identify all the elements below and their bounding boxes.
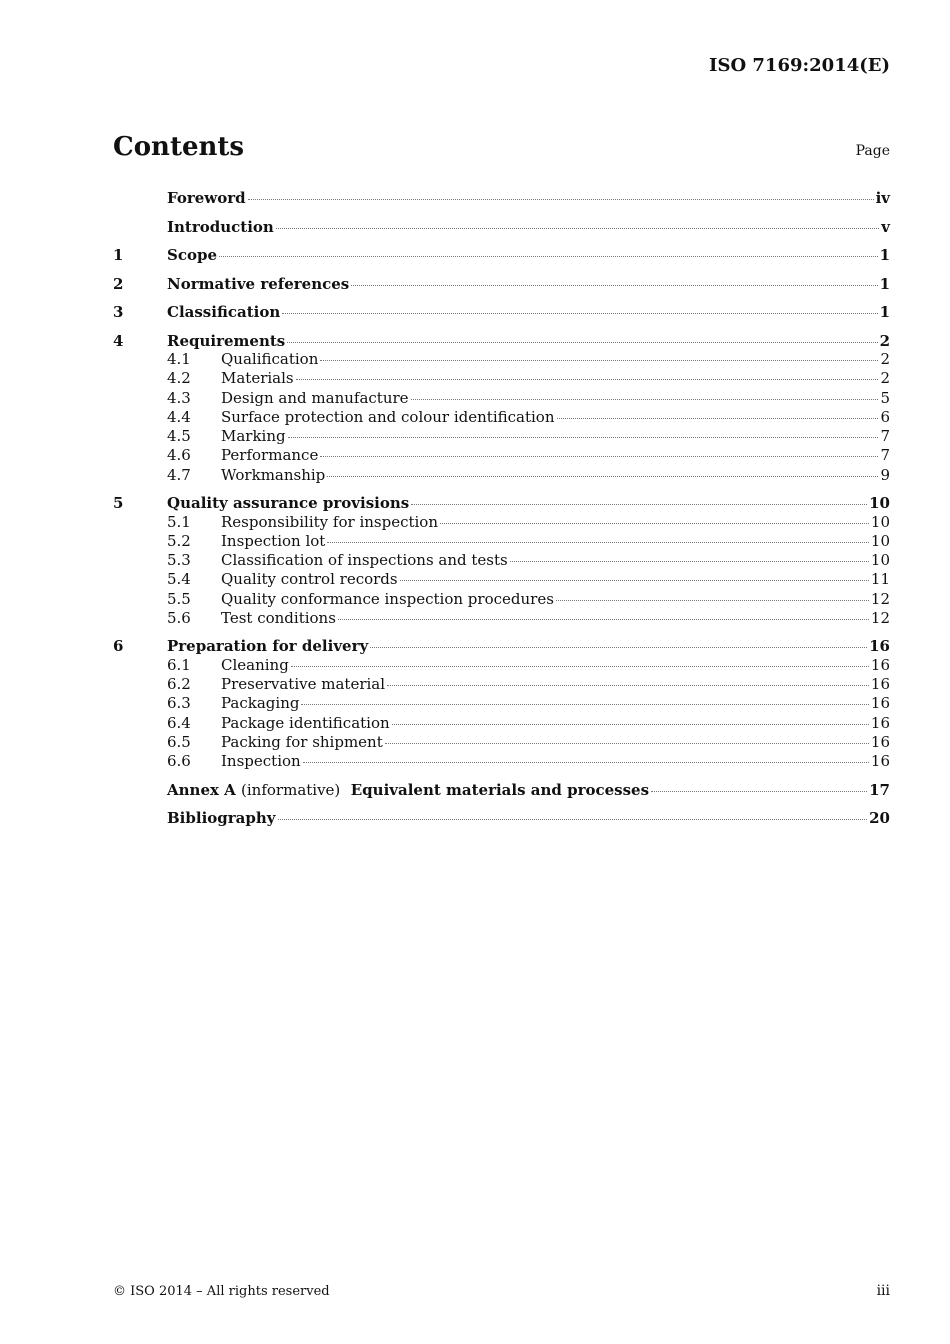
dot-leader <box>303 758 869 763</box>
toc-entry[interactable] <box>113 590 890 609</box>
dot-leader <box>219 252 878 257</box>
toc-entry[interactable] <box>113 804 890 833</box>
toc-entry-label: Package identification <box>221 713 390 732</box>
toc-entry-label: Responsibility for inspection <box>221 512 438 531</box>
page-title: Contents <box>113 132 245 162</box>
toc-entry-page: 16 <box>869 637 890 656</box>
toc-entry-page: 6 <box>880 407 890 426</box>
toc-entry-page: v <box>881 217 890 236</box>
toc-entry-label: Quality control records <box>221 570 398 589</box>
toc-entry[interactable] <box>113 532 890 551</box>
annex-prefix: Annex A <box>167 780 236 799</box>
toc-entry-page: 7 <box>880 446 890 465</box>
toc-entry-label: Bibliography <box>167 809 276 828</box>
table-of-contents <box>113 184 890 833</box>
toc-entry[interactable] <box>113 184 890 213</box>
toc-entry[interactable] <box>113 389 890 408</box>
toc-entry-page: 7 <box>880 427 890 446</box>
toc-entry-page: 16 <box>870 655 890 674</box>
toc-entry-number: 5.2 <box>167 531 191 550</box>
dot-leader <box>440 519 869 524</box>
toc-entry-label: Quality conformance inspection procedures <box>221 589 554 608</box>
toc-entry[interactable] <box>113 733 890 752</box>
dot-leader <box>327 472 878 477</box>
toc-entry[interactable] <box>113 752 890 771</box>
toc-entry[interactable] <box>113 408 890 427</box>
toc-entry[interactable] <box>113 213 890 242</box>
dot-leader <box>301 700 868 705</box>
dot-leader <box>288 433 879 438</box>
toc-entry[interactable] <box>113 298 890 327</box>
toc-entry-number: 5 <box>113 494 124 513</box>
page-column-label: Page <box>855 143 890 159</box>
footer-copyright: © ISO 2014 – All rights reserved <box>113 1284 330 1299</box>
toc-entry[interactable] <box>113 513 890 532</box>
toc-entry[interactable] <box>113 656 890 675</box>
toc-entry-number: 5.6 <box>167 609 191 628</box>
toc-entry-label: Qualification <box>221 350 319 368</box>
dot-leader <box>276 224 879 229</box>
toc-entry-page: 10 <box>870 512 890 531</box>
toc-entry-page: 1 <box>879 246 890 264</box>
document-id: ISO 7169:2014(E) <box>709 55 890 76</box>
toc-entry-label: Performance <box>221 446 319 465</box>
footer-page-number: iii <box>876 1283 890 1299</box>
toc-entry-label: Cleaning <box>221 655 289 674</box>
toc-entry-number: 6.4 <box>167 713 191 732</box>
toc-entry-page: 10 <box>870 551 890 570</box>
toc-entry[interactable] <box>113 551 890 570</box>
toc-entry-label: Packing for shipment <box>221 733 383 752</box>
toc-entry-label: Test conditions <box>221 609 336 628</box>
toc-entry-label: Inspection <box>221 752 301 771</box>
toc-entry-number: 2 <box>113 274 124 293</box>
toc-entry[interactable] <box>113 270 890 299</box>
toc-entry-label: Marking <box>221 427 286 446</box>
toc-entry[interactable] <box>113 446 890 465</box>
toc-entry-label: Normative references <box>167 274 350 293</box>
toc-entry[interactable] <box>113 694 890 713</box>
dot-leader <box>287 338 877 343</box>
dot-leader <box>296 375 879 380</box>
toc-entry[interactable] <box>113 466 890 485</box>
dot-leader <box>282 309 877 314</box>
dot-leader <box>385 739 869 744</box>
dot-leader <box>411 500 867 505</box>
toc-entry-number: 6.3 <box>167 694 191 713</box>
toc-entry-number: 4.7 <box>167 465 191 484</box>
toc-entry-page: 16 <box>870 675 890 694</box>
dot-leader <box>291 662 869 667</box>
toc-entry-number: 5.3 <box>167 551 191 570</box>
dot-leader <box>278 815 868 820</box>
toc-entry-page: 11 <box>870 570 890 589</box>
toc-entry[interactable] <box>113 350 890 369</box>
toc-entry-number: 5.5 <box>167 589 191 608</box>
toc-entry[interactable] <box>113 369 890 388</box>
toc-entry-page: 1 <box>879 303 890 321</box>
dot-leader <box>556 596 869 601</box>
dot-leader <box>351 281 877 286</box>
toc-entry-number: 4.1 <box>167 350 191 368</box>
dot-leader <box>370 643 867 648</box>
toc-entry-label <box>167 776 649 805</box>
dot-leader <box>510 557 869 562</box>
toc-entry-number: 4.5 <box>167 427 191 446</box>
toc-entry-label: Design and manufacture <box>221 388 409 407</box>
dot-leader <box>320 452 878 457</box>
toc-entry-number: 4 <box>113 331 124 350</box>
toc-entry-number: 4.4 <box>167 407 191 426</box>
annex-title: Equivalent materials and processes <box>350 780 650 799</box>
toc-entry-number: 6.1 <box>167 655 191 674</box>
dot-leader <box>400 576 869 581</box>
toc-entry-number: 5.4 <box>167 570 191 589</box>
dot-leader <box>557 414 879 419</box>
toc-entry-label: Workmanship <box>221 465 326 484</box>
toc-entry-page: 16 <box>870 694 890 713</box>
toc-entry-label: Scope <box>167 246 218 264</box>
dot-leader <box>411 395 879 400</box>
dot-leader <box>651 787 867 792</box>
toc-entry-page: 12 <box>870 609 890 628</box>
dot-leader <box>387 681 869 686</box>
toc-entry-label: Classification of inspections and tests <box>221 551 508 570</box>
toc-entry[interactable] <box>113 241 890 270</box>
toc-entry-label: Requirements <box>167 331 286 350</box>
toc-entry-number: 5.1 <box>167 512 191 531</box>
toc-entry-page: 17 <box>869 780 890 799</box>
toc-entry[interactable] <box>113 675 890 694</box>
toc-entry-number: 6.6 <box>167 752 191 771</box>
toc-entry-page: 12 <box>870 589 890 608</box>
toc-entry-number: 4.6 <box>167 446 191 465</box>
toc-entry[interactable] <box>113 714 890 733</box>
toc-entry-page: 20 <box>869 809 890 828</box>
toc-entry-number: 6 <box>113 637 124 656</box>
toc-entry-number: 6.5 <box>167 733 191 752</box>
toc-entry[interactable] <box>113 609 890 628</box>
toc-entry-page: 2 <box>880 350 890 368</box>
dot-leader <box>327 538 869 543</box>
toc-entry-label: Surface protection and colour identification <box>221 407 555 426</box>
toc-entry-number: 3 <box>113 303 124 321</box>
toc-entry-page: 10 <box>869 494 890 513</box>
toc-entry[interactable] <box>113 776 890 805</box>
dot-leader <box>338 615 869 620</box>
toc-entry[interactable] <box>113 427 890 446</box>
toc-entry-page: 16 <box>870 733 890 752</box>
toc-entry-label: Quality assurance provisions <box>167 494 410 513</box>
toc-entry-label: Inspection lot <box>221 531 326 550</box>
toc-entry-number: 1 <box>113 246 124 264</box>
toc-entry-label: Materials <box>221 369 294 388</box>
toc-entry-label: Preparation for delivery <box>167 637 369 656</box>
dot-leader <box>320 356 878 361</box>
toc-entry-page: iv <box>875 189 890 207</box>
toc-entry-page: 2 <box>879 331 890 350</box>
dot-leader <box>392 720 869 725</box>
annex-type: (informative) <box>241 780 341 799</box>
toc-entry-page: 16 <box>870 713 890 732</box>
toc-entry-label: Classification <box>167 303 281 321</box>
toc-entry-page: 5 <box>880 388 890 407</box>
toc-entry-number: 6.2 <box>167 675 191 694</box>
toc-entry-number: 4.2 <box>167 369 191 388</box>
toc-entry-label: Introduction <box>167 217 274 236</box>
toc-entry-label: Packaging <box>221 694 300 713</box>
dot-leader <box>248 195 874 200</box>
toc-entry-page: 16 <box>870 752 890 771</box>
toc-entry-label: Foreword <box>167 189 246 207</box>
toc-entry-label: Preservative material <box>221 675 386 694</box>
toc-entry[interactable] <box>113 570 890 589</box>
toc-entry-page: 9 <box>880 465 890 484</box>
toc-entry-number: 4.3 <box>167 388 191 407</box>
toc-entry-page: 2 <box>880 369 890 388</box>
toc-entry-page: 1 <box>879 274 890 293</box>
toc-entry-page: 10 <box>870 531 890 550</box>
